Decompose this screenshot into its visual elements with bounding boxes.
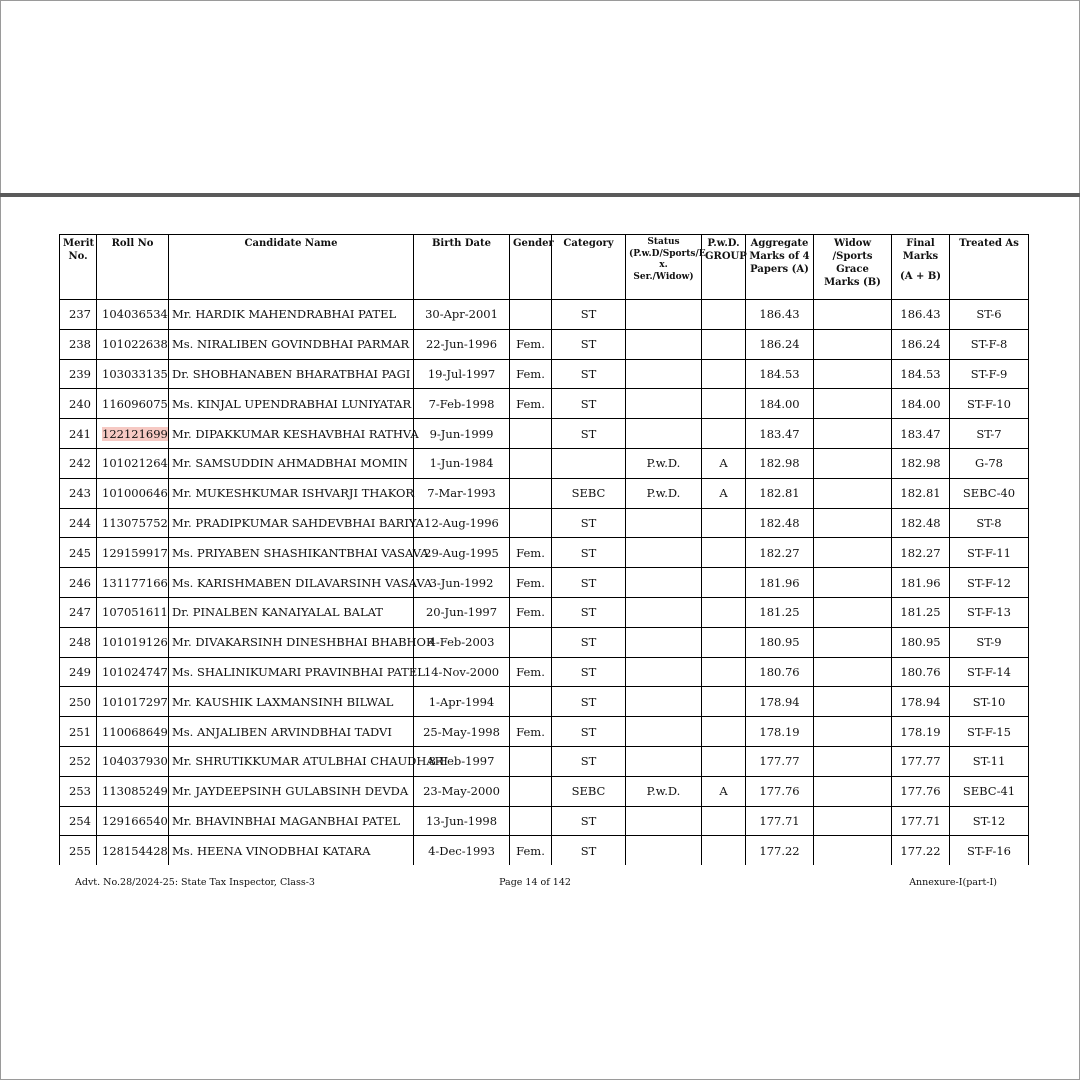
category-cell [552,448,626,478]
candidate-name-cell: Mr. PRADIPKUMAR SAHDEVBHAI BARIYA [169,508,414,538]
aggregate-marks-cell: 177.77 [746,746,814,776]
birth-date-cell: 12-Aug-1996 [414,508,510,538]
pwd-group-cell [702,389,746,419]
table-header-row [60,235,1029,300]
status-cell: P.w.D. [626,776,702,806]
treated-as-cell: ST-7 [950,419,1029,449]
treated-as-cell: ST-F-10 [950,389,1029,419]
birth-date-cell: 30-Apr-2001 [414,300,510,330]
roll-no-cell: 129159917 [97,538,169,568]
roll-no-cell [97,419,169,449]
grace-marks-cell [814,359,892,389]
table-row [60,746,1029,776]
merit-no-cell: 244 [60,508,97,538]
final-marks-cell: 186.24 [892,329,950,359]
final-marks-cell: 177.71 [892,806,950,836]
status-cell [626,300,702,330]
merit-no-cell: 240 [60,389,97,419]
aggregate-marks-cell: 186.43 [746,300,814,330]
status-cell: P.w.D. [626,478,702,508]
candidate-name-cell: Dr. PINALBEN KANAIYALAL BALAT [169,597,414,627]
final-marks-cell: 177.22 [892,836,950,865]
header-candidate-name: Candidate Name [169,235,414,300]
gender-cell: Fem. [510,657,552,687]
table-row [60,359,1029,389]
merit-no-cell: 241 [60,419,97,449]
treated-as-cell: ST-6 [950,300,1029,330]
merit-no-cell: 253 [60,776,97,806]
grace-marks-cell [814,419,892,449]
aggregate-marks-cell: 178.19 [746,717,814,747]
grace-marks-cell [814,776,892,806]
table-row [60,389,1029,419]
roll-no-cell: 101000646 [97,478,169,508]
gender-cell: Fem. [510,717,552,747]
final-marks-cell: 177.76 [892,776,950,806]
treated-as-cell: ST-9 [950,627,1029,657]
status-cell [626,359,702,389]
merit-no-cell: 239 [60,359,97,389]
birth-date-cell: 3-Jun-1992 [414,568,510,598]
merit-no-cell: 245 [60,538,97,568]
candidate-name-cell: Mr. DIPAKKUMAR KESHAVBHAI RATHVA [169,419,414,449]
treated-as-cell: ST-10 [950,687,1029,717]
aggregate-marks-cell: 180.76 [746,657,814,687]
roll-no-cell: 107051611 [97,597,169,627]
table-row [60,657,1029,687]
status-cell [626,538,702,568]
table-row [60,717,1029,747]
header-roll-no: Roll No [97,235,169,300]
merit-no-cell: 238 [60,329,97,359]
gender-cell [510,776,552,806]
treated-as-cell: ST-F-9 [950,359,1029,389]
treated-as-cell: ST-F-11 [950,538,1029,568]
table-row [60,419,1029,449]
previous-page-area [0,0,1080,194]
candidate-name-cell: Ms. PRIYABEN SHASHIKANTBHAI VASAVA [169,538,414,568]
aggregate-marks-cell: 182.81 [746,478,814,508]
gender-cell: Fem. [510,597,552,627]
pwd-group-cell [702,538,746,568]
final-marks-cell: 183.47 [892,419,950,449]
gender-cell [510,300,552,330]
birth-date-cell: 4-Feb-2003 [414,627,510,657]
candidate-name-cell: Mr. JAYDEEPSINH GULABSINH DEVDA [169,776,414,806]
candidate-name-cell: Mr. HARDIK MAHENDRABHAI PATEL [169,300,414,330]
status-cell [626,329,702,359]
status-cell [626,657,702,687]
birth-date-cell: 29-Aug-1995 [414,538,510,568]
candidate-name-cell: Mr. MUKESHKUMAR ISHVARJI THAKOR [169,478,414,508]
pwd-group-cell [702,657,746,687]
gender-cell [510,627,552,657]
table-row [60,448,1029,478]
merit-no-cell: 251 [60,717,97,747]
aggregate-marks-cell: 181.96 [746,568,814,598]
treated-as-cell: SEBC-41 [950,776,1029,806]
table-row [60,538,1029,568]
merit-no-cell: 237 [60,300,97,330]
roll-no-cell: 110068649 [97,717,169,747]
category-cell: ST [552,627,626,657]
final-marks-cell: 181.25 [892,597,950,627]
gender-cell: Fem. [510,329,552,359]
gender-cell: Fem. [510,568,552,598]
category-cell: ST [552,806,626,836]
treated-as-cell: ST-F-13 [950,597,1029,627]
birth-date-cell: 25-May-1998 [414,717,510,747]
status-cell [626,389,702,419]
table-body [60,300,1029,866]
status-cell [626,806,702,836]
category-cell: SEBC [552,478,626,508]
birth-date-cell: 4-Dec-1993 [414,836,510,865]
treated-as-cell: ST-12 [950,806,1029,836]
candidate-name-cell: Mr. SAMSUDDIN AHMADBHAI MOMIN [169,448,414,478]
aggregate-marks-cell: 177.71 [746,806,814,836]
grace-marks-cell [814,329,892,359]
status-cell [626,419,702,449]
grace-marks-cell [814,597,892,627]
candidate-name-cell: Mr. BHAVINBHAI MAGANBHAI PATEL [169,806,414,836]
candidate-name-cell: Mr. KAUSHIK LAXMANSINH BILWAL [169,687,414,717]
header-treated-as: Treated As [950,235,1029,300]
category-cell: ST [552,419,626,449]
aggregate-marks-cell: 177.76 [746,776,814,806]
grace-marks-cell [814,448,892,478]
candidate-name-cell: Mr. SHRUTIKKUMAR ATULBHAI CHAUDHARI [169,746,414,776]
birth-date-cell: 7-Feb-1998 [414,389,510,419]
category-cell: ST [552,389,626,419]
final-marks-cell: 186.43 [892,300,950,330]
table-row [60,687,1029,717]
gender-cell [510,806,552,836]
header-category: Category [552,235,626,300]
final-marks-cell: 178.94 [892,687,950,717]
category-cell: ST [552,597,626,627]
final-marks-cell: 182.27 [892,538,950,568]
final-marks-cell: 177.77 [892,746,950,776]
aggregate-marks-cell: 182.98 [746,448,814,478]
header-final-marks-formula: (A + B) [899,271,941,282]
roll-no-cell: 101019126 [97,627,169,657]
footer-page-number: Page 14 of 142 [499,877,571,888]
gender-cell [510,478,552,508]
pwd-group-cell [702,568,746,598]
grace-marks-cell [814,538,892,568]
gender-cell [510,687,552,717]
treated-as-cell: ST-8 [950,508,1029,538]
aggregate-marks-cell: 183.47 [746,419,814,449]
merit-no-cell: 246 [60,568,97,598]
pwd-group-cell [702,300,746,330]
final-marks-cell: 181.96 [892,568,950,598]
candidate-name-cell: Ms. ANJALIBEN ARVINDBHAI TADVI [169,717,414,747]
grace-marks-cell [814,478,892,508]
table-row [60,627,1029,657]
merit-no-cell: 247 [60,597,97,627]
pwd-group-cell [702,746,746,776]
gender-cell [510,448,552,478]
table-row [60,776,1029,806]
final-marks-cell: 178.19 [892,717,950,747]
candidate-name-cell: Ms. KARISHMABEN DILAVARSINH VASAVA [169,568,414,598]
candidate-name-cell: Ms. SHALINIKUMARI PRAVINBHAI PATEL [169,657,414,687]
gender-cell: Fem. [510,836,552,865]
birth-date-cell: 22-Jun-1996 [414,329,510,359]
treated-as-cell: SEBC-40 [950,478,1029,508]
merit-no-cell: 248 [60,627,97,657]
treated-as-cell: G-78 [950,448,1029,478]
category-cell: ST [552,538,626,568]
header-final-marks-label: Final Marks [902,238,939,262]
table-row [60,597,1029,627]
aggregate-marks-cell: 186.24 [746,329,814,359]
final-marks-cell: 182.81 [892,478,950,508]
grace-marks-cell [814,687,892,717]
category-cell: ST [552,300,626,330]
merit-no-cell: 242 [60,448,97,478]
birth-date-cell: 1-Jun-1984 [414,448,510,478]
pwd-group-cell [702,627,746,657]
merit-no-cell: 250 [60,687,97,717]
table-row [60,478,1029,508]
status-cell [626,508,702,538]
grace-marks-cell [814,300,892,330]
header-pwd-group: P.w.D. GROUP [702,235,746,300]
category-cell: ST [552,657,626,687]
birth-date-cell: 19-Jul-1997 [414,359,510,389]
roll-no-cell: 104037930 [97,746,169,776]
pwd-group-cell [702,717,746,747]
pwd-group-cell [702,508,746,538]
header-aggregate-marks: Aggregate Marks of 4 Papers (A) [746,235,814,300]
treated-as-cell: ST-F-12 [950,568,1029,598]
gender-cell [510,508,552,538]
final-marks-cell: 184.00 [892,389,950,419]
roll-no-cell: 113085249 [97,776,169,806]
status-cell [626,687,702,717]
roll-no-cell: 113075752 [97,508,169,538]
highlighted-roll-no: 122121699 [102,426,168,441]
grace-marks-cell [814,836,892,865]
aggregate-marks-cell: 180.95 [746,627,814,657]
header-status: Status (P.w.D/Sports/E x. Ser./Widow) [626,235,702,300]
roll-no-cell: 131177166 [97,568,169,598]
final-marks-cell: 182.98 [892,448,950,478]
category-cell: ST [552,717,626,747]
table-row [60,329,1029,359]
candidate-name-cell: Dr. SHOBHANABEN BHARATBHAI PAGI [169,359,414,389]
birth-date-cell: 7-Mar-1993 [414,478,510,508]
merit-no-cell: 255 [60,836,97,865]
category-cell: SEBC [552,776,626,806]
candidate-name-cell: Ms. HEENA VINODBHAI KATARA [169,836,414,865]
category-cell: ST [552,746,626,776]
final-marks-cell: 180.95 [892,627,950,657]
category-cell: ST [552,359,626,389]
category-cell: ST [552,687,626,717]
birth-date-cell: 20-Jun-1997 [414,597,510,627]
aggregate-marks-cell: 181.25 [746,597,814,627]
grace-marks-cell [814,746,892,776]
aggregate-marks-cell: 178.94 [746,687,814,717]
merit-no-cell: 243 [60,478,97,508]
treated-as-cell: ST-F-15 [950,717,1029,747]
treated-as-cell: ST-F-8 [950,329,1029,359]
pwd-group-cell: A [702,448,746,478]
grace-marks-cell [814,568,892,598]
gender-cell: Fem. [510,359,552,389]
pwd-group-cell [702,687,746,717]
roll-no-cell: 101022638 [97,329,169,359]
header-birth-date: Birth Date [414,235,510,300]
footer-advertisement: Advt. No.28/2024-25: State Tax Inspector, Class-3 [75,877,315,888]
status-cell [626,597,702,627]
grace-marks-cell [814,806,892,836]
birth-date-cell: 14-Nov-2000 [414,657,510,687]
category-cell: ST [552,568,626,598]
aggregate-marks-cell: 184.00 [746,389,814,419]
grace-marks-cell [814,657,892,687]
candidate-name-cell: Mr. DIVAKARSINH DINESHBHAI BHABHOR [169,627,414,657]
pwd-group-cell [702,597,746,627]
aggregate-marks-cell: 182.27 [746,538,814,568]
candidate-name-cell: Ms. NIRALIBEN GOVINDBHAI PARMAR [169,329,414,359]
header-final-marks [892,235,950,300]
candidate-name-cell: Ms. KINJAL UPENDRABHAI LUNIYATAR [169,389,414,419]
grace-marks-cell [814,389,892,419]
roll-no-cell: 103033135 [97,359,169,389]
status-cell [626,568,702,598]
pwd-group-cell [702,806,746,836]
birth-date-cell: 13-Jun-1998 [414,806,510,836]
roll-no-cell: 129166540 [97,806,169,836]
pwd-group-cell [702,836,746,865]
gender-cell: Fem. [510,389,552,419]
roll-no-cell: 128154428 [97,836,169,865]
final-marks-cell: 182.48 [892,508,950,538]
treated-as-cell: ST-11 [950,746,1029,776]
table-row [60,300,1029,330]
pwd-group-cell [702,329,746,359]
birth-date-cell: 8-Feb-1997 [414,746,510,776]
table-row [60,836,1029,865]
aggregate-marks-cell: 177.22 [746,836,814,865]
final-marks-cell: 184.53 [892,359,950,389]
aggregate-marks-cell: 182.48 [746,508,814,538]
grace-marks-cell [814,508,892,538]
merit-no-cell: 252 [60,746,97,776]
table-row [60,806,1029,836]
birth-date-cell: 23-May-2000 [414,776,510,806]
grace-marks-cell [814,717,892,747]
status-cell [626,836,702,865]
header-merit-no: Merit No. [60,235,97,300]
final-marks-cell: 180.76 [892,657,950,687]
roll-no-cell: 104036534 [97,300,169,330]
header-gender: Gender [510,235,552,300]
roll-no-cell: 101017297 [97,687,169,717]
grace-marks-cell [814,627,892,657]
merit-no-cell: 249 [60,657,97,687]
roll-no-cell: 101021264 [97,448,169,478]
footer-annexure: Annexure-I(part-I) [909,877,997,888]
treated-as-cell: ST-F-14 [950,657,1029,687]
roll-no-cell: 116096075 [97,389,169,419]
status-cell [626,746,702,776]
status-cell [626,627,702,657]
gender-cell [510,746,552,776]
category-cell: ST [552,329,626,359]
pwd-group-cell: A [702,776,746,806]
aggregate-marks-cell: 184.53 [746,359,814,389]
treated-as-cell: ST-F-16 [950,836,1029,865]
table-row [60,508,1029,538]
header-grace-marks: Widow /Sports Grace Marks (B) [814,235,892,300]
merit-no-cell: 254 [60,806,97,836]
status-cell [626,717,702,747]
gender-cell: Fem. [510,538,552,568]
category-cell: ST [552,836,626,865]
table-row [60,568,1029,598]
pwd-group-cell [702,419,746,449]
merit-list-table [59,234,1029,865]
birth-date-cell: 9-Jun-1999 [414,419,510,449]
gender-cell [510,419,552,449]
category-cell: ST [552,508,626,538]
birth-date-cell: 1-Apr-1994 [414,687,510,717]
status-cell: P.w.D. [626,448,702,478]
pwd-group-cell: A [702,478,746,508]
pwd-group-cell [702,359,746,389]
roll-no-cell: 101024747 [97,657,169,687]
